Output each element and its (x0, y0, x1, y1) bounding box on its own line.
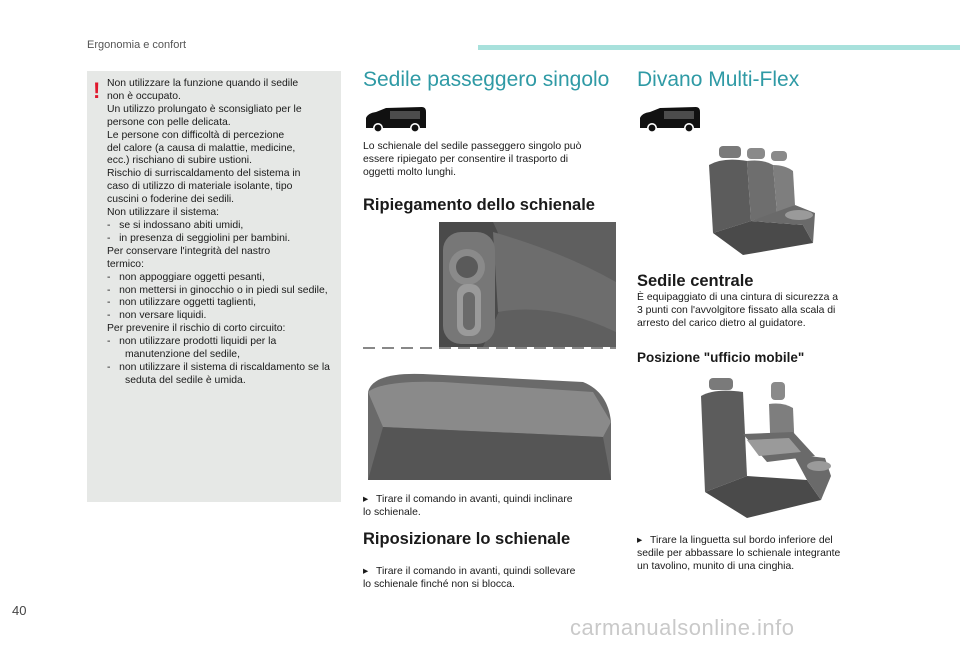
warning-line: Non utilizzare la funzione quando il sedile (107, 78, 299, 89)
fold-step: ▸ Tirare il comando in avanti, quindi inclinare lo schienale. (363, 494, 573, 518)
warning-line: Un utilizzo prolungato è sconsigliato per le (107, 103, 302, 115)
bench-seat-illustration (703, 143, 821, 261)
step-arrow-icon: ▸ (637, 535, 643, 546)
title-single-passenger-seat: Sedile passeggero singolo (363, 68, 610, 91)
single-seat-intro: Lo schienale del sedile passeggero singolo può essere ripiegato per consentire il trasporto di oggetti molto lunghi. (363, 141, 582, 178)
warning-line: - non appoggiare oggetti pesanti, (107, 271, 265, 283)
warning-line: non è occupato. (107, 90, 181, 102)
warning-line: - non utilizzare il sistema di riscaldamento se la seduta del sedile è umida. (107, 361, 330, 386)
step-arrow-icon: ▸ (363, 566, 369, 577)
warning-line: - se si indossano abiti umidi, (107, 219, 244, 231)
warning-line: - in presenza di seggiolini per bambini. (107, 232, 291, 244)
mobile-office-illustration (697, 376, 837, 526)
mobile-office-step: ▸ Tirare la linguetta sul bordo inferiore del sedile per abbassare lo schienale integrante un tavolino, munito di una cinghia. (637, 535, 841, 572)
title-mobile-office: Posizione "ufficio mobile" (637, 350, 805, 365)
warning-icon: ! (93, 78, 101, 103)
warning-line: Per prevenire il rischio di corto circuito: (107, 323, 286, 335)
warning-line: - non mettersi in ginocchio o in piedi sul sedile, (107, 284, 328, 296)
warning-line: - non utilizzare oggetti taglienti, (107, 297, 257, 309)
warning-line: del calore (a causa di malattie, medicine, (107, 142, 296, 154)
header-accent-bar (478, 45, 960, 50)
warning-line: Le persone con difficoltà di percezione (107, 129, 285, 141)
warning-line: Non utilizzare il sistema: (107, 207, 220, 219)
warning-line: Rischio di surriscaldamento del sistema in (107, 168, 301, 180)
warning-line: Per conservare l'integrità del nastro (107, 245, 271, 257)
reposition-step: ▸ Tirare il comando in avanti, quindi sollevare lo schienale finché non si blocca. (363, 566, 576, 590)
step-arrow-icon: ▸ (363, 494, 369, 505)
warning-text (107, 78, 339, 388)
van-icon (638, 104, 702, 134)
watermark: carmanualsonline.info (570, 615, 795, 640)
seat-fold-illustration (363, 222, 616, 480)
title-reposition-backrest: Riposizionare lo schienale (363, 530, 571, 548)
warning-line: - non versare liquidi. (107, 310, 207, 322)
warning-line: ecc.) rischiano di subire ustioni. (107, 155, 252, 167)
page-number: 40 (12, 603, 27, 618)
title-fold-backrest: Ripiegamento dello schienale (363, 196, 595, 214)
title-center-seat: Sedile centrale (637, 272, 754, 290)
warning-line: termico: (107, 258, 144, 270)
title-multiflex-bench: Divano Multi-Flex (637, 68, 800, 91)
warning-line: persone con pelle delicata. (107, 116, 231, 128)
warning-line: cuscini o foderine dei sedili. (107, 194, 235, 206)
center-seat-text: È equipaggiato di una cintura di sicurezza a 3 punti con l'avvolgitore fissato alla scala di arresto del carico dietro al guidatore. (637, 292, 839, 329)
van-icon (364, 104, 428, 134)
section-header: Ergonomia e confort (87, 39, 187, 51)
warning-line: caso di utilizzo di materiale isolante, tipo (107, 181, 293, 193)
warning-line: - non utilizzare prodotti liquidi per la manutenzione del sedile, (107, 336, 277, 361)
